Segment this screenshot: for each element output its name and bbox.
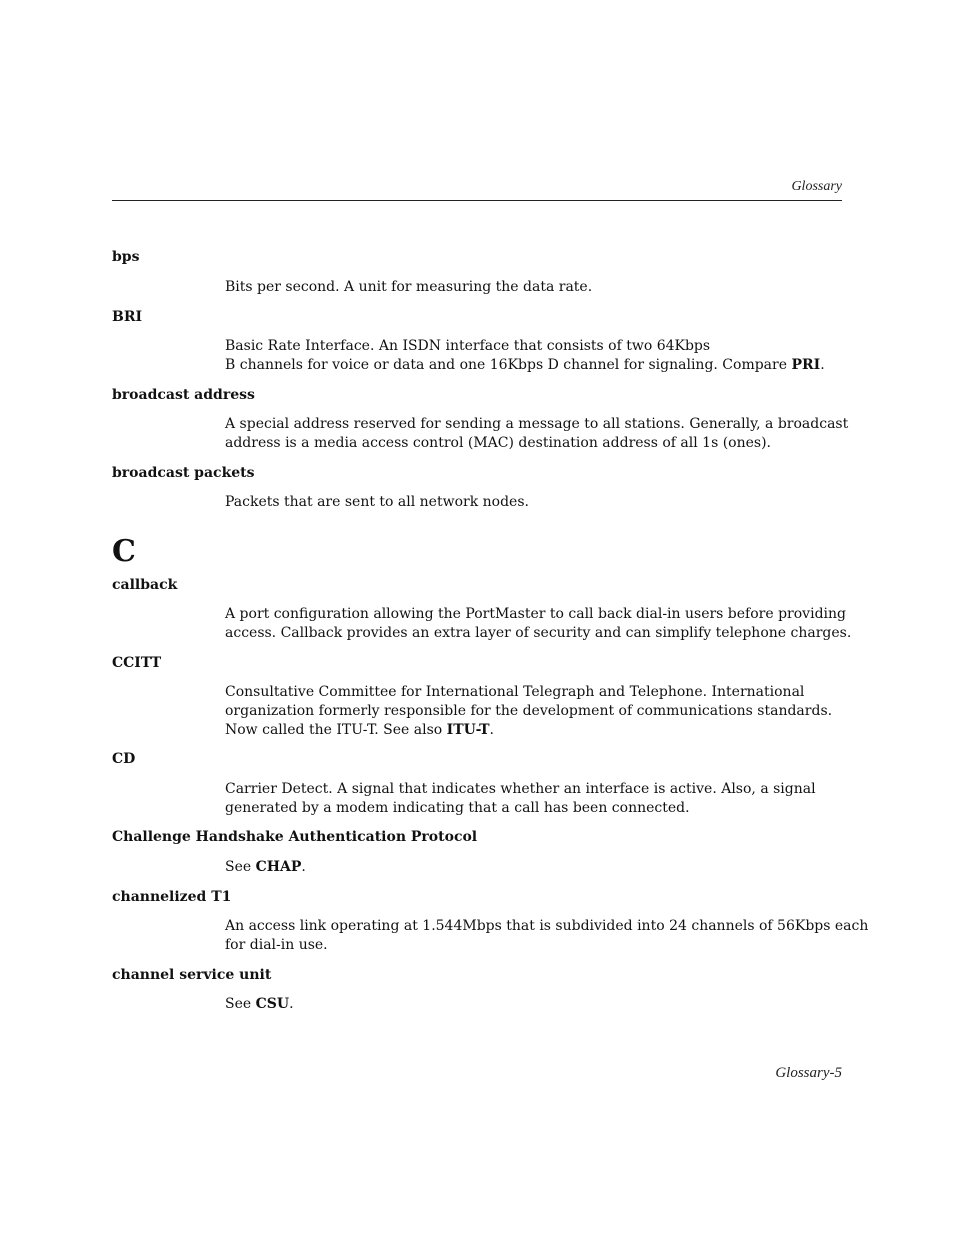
definition-line: A special address reserved for sending a message to all stations. Generally, a broadcast [225,416,849,432]
definition-line-text: See [225,859,256,875]
definition-line-with-ref [225,356,845,375]
definition-line: Bits per second. A unit for measuring the data rate. [225,279,593,295]
glossary-term: bps [112,249,140,265]
definition-line-with-ref [225,858,845,877]
glossary-definition [225,278,845,297]
cross-reference: CHAP [255,859,302,875]
definition-line: access. Callback provides an extra layer of security and can simplify telephone charges. [225,625,852,641]
glossary-definition [225,415,849,453]
section-letter: C [112,534,136,569]
page-footer [112,1064,842,1082]
glossary-term: Challenge Handshake Authentication Protocol [112,829,478,845]
glossary-term: broadcast address [112,387,255,403]
cross-reference: PRI [791,357,821,373]
glossary-term: channel service unit [112,967,272,983]
definition-line: Basic Rate Interface. An ISDN interface that consists of two 64Kbps [225,338,711,354]
glossary-term: channelized T1 [112,889,232,905]
definition-line: generated by a modem indicating that a call has been connected. [225,800,690,816]
running-header [112,178,842,201]
glossary-definition [225,858,845,877]
glossary-definition [225,780,845,818]
glossary-term: callback [112,577,178,593]
cross-reference: CSU [255,996,290,1012]
definition-line: Consultative Committee for International Telegraph and Telephone. International [225,684,805,700]
definition-line: An access link operating at 1.544Mbps that is subdivided into 24 channels of 56Kbps each [225,918,869,934]
glossary-definition [225,995,845,1014]
glossary-term: broadcast packets [112,465,255,481]
definition-line: Packets that are sent to all network nodes. [225,494,529,510]
definition-line-text: B channels for voice or data and one 16Kbps D channel for signaling. Compare [225,357,792,373]
definition-line-with-ref [225,995,845,1014]
running-header-title: Glossary [791,179,842,194]
definition-line: organization formerly responsible for the development of communications standards. [225,703,833,719]
glossary-definition [225,683,845,740]
glossary-term: BRI [112,309,143,325]
page-number: Glossary-5 [775,1065,842,1081]
glossary-term: CD [112,751,136,767]
cross-reference: ITU-T [446,722,490,738]
definition-line: for dial-in use. [225,937,328,953]
cross-reference-suffix: . [289,996,294,1012]
cross-reference-suffix: . [489,722,494,738]
glossary-definition [225,337,845,375]
definition-line-text: Now called the ITU-T. See also [225,722,447,738]
glossary-term: CCITT [112,655,162,671]
definition-line-with-ref [225,721,845,740]
cross-reference-suffix: . [301,859,306,875]
definition-line: Carrier Detect. A signal that indicates whether an interface is active. Also, a signal [225,781,816,797]
glossary-definition [225,605,852,643]
definition-line-text: See [225,996,256,1012]
cross-reference-suffix: . [820,357,825,373]
definition-line: A port configuration allowing the PortMaster to call back dial-in users before providing [225,606,846,622]
definition-line: address is a media access control (MAC) destination address of all 1s (ones). [225,435,772,451]
glossary-definition [225,917,869,955]
glossary-definition [225,493,845,512]
